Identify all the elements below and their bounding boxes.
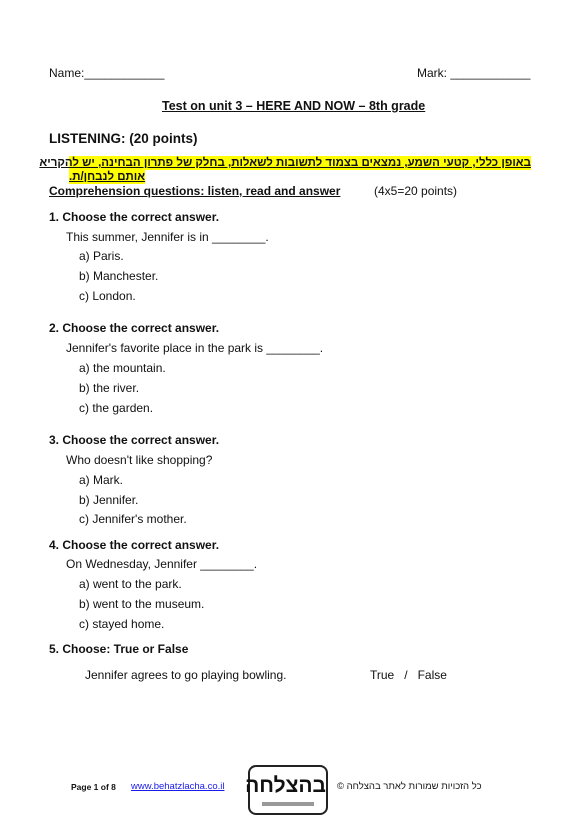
question-4-heading: 4. Choose the correct answer. xyxy=(49,538,220,552)
question-2-heading: 2. Choose the correct answer. xyxy=(49,321,220,335)
question-4-option-a[interactable]: a) went to the park. xyxy=(79,577,182,591)
hebrew-instruction-line1: באופן כללי, קטעי השמע, נמצאים בצמוד לתשובות לשאלות, בחלק של פתרון הבחינה, יש להקריא xyxy=(39,157,531,169)
question-3-option-a[interactable]: a) Mark. xyxy=(79,473,124,487)
question-1-text: This summer, Jennifer is in ________. xyxy=(66,230,269,244)
test-title: Test on unit 3 – HERE AND NOW – 8th grade xyxy=(162,99,426,113)
question-4-option-b[interactable]: b) went to the museum. xyxy=(79,597,205,611)
comprehension-subheading: Comprehension questions: listen, read and answer xyxy=(49,184,341,198)
page-number: Page 1 of 8 xyxy=(71,782,116,792)
name-field-label: Name:____________ xyxy=(49,66,165,80)
question-4-option-c[interactable]: c) stayed home. xyxy=(79,617,165,631)
logo-text: בהצלחה xyxy=(245,774,326,797)
behatzlacha-logo xyxy=(245,765,328,815)
question-2-option-c[interactable]: c) the garden. xyxy=(79,401,154,415)
logo-underline xyxy=(262,802,314,806)
true-false-choices[interactable]: True / False xyxy=(370,668,447,682)
question-3-text: Who doesn't like shopping? xyxy=(66,453,213,467)
question-4-text: On Wednesday, Jennifer ________. xyxy=(66,557,258,571)
copyright-notice: כל הזכויות שמורות לאתר בהצלחה © xyxy=(337,781,482,792)
question-2-option-b[interactable]: b) the river. xyxy=(79,381,140,395)
question-5-heading: 5. Choose: True or False xyxy=(49,642,189,656)
question-1-heading: 1. Choose the correct answer. xyxy=(49,210,220,224)
question-3-heading: 3. Choose the correct answer. xyxy=(49,433,220,447)
question-3-option-b[interactable]: b) Jennifer. xyxy=(79,493,139,507)
hebrew-instruction-line2: אותם לנבחן/ת. xyxy=(69,171,146,183)
website-link[interactable]: www.behatzlacha.co.il xyxy=(131,781,225,792)
points-note: (4x5=20 points) xyxy=(374,184,458,198)
question-5-statement: Jennifer agrees to go playing bowling. xyxy=(85,668,287,682)
question-1-option-c[interactable]: c) London. xyxy=(79,289,136,303)
listening-heading: LISTENING: (20 points) xyxy=(49,131,198,146)
mark-field-label: Mark: ____________ xyxy=(417,66,531,80)
question-1-option-b[interactable]: b) Manchester. xyxy=(79,269,159,283)
question-2-option-a[interactable]: a) the mountain. xyxy=(79,361,166,375)
question-2-text: Jennifer's favorite place in the park is ________. xyxy=(66,341,324,355)
question-3-option-c[interactable]: c) Jennifer's mother. xyxy=(79,512,187,526)
question-1-option-a[interactable]: a) Paris. xyxy=(79,249,124,263)
